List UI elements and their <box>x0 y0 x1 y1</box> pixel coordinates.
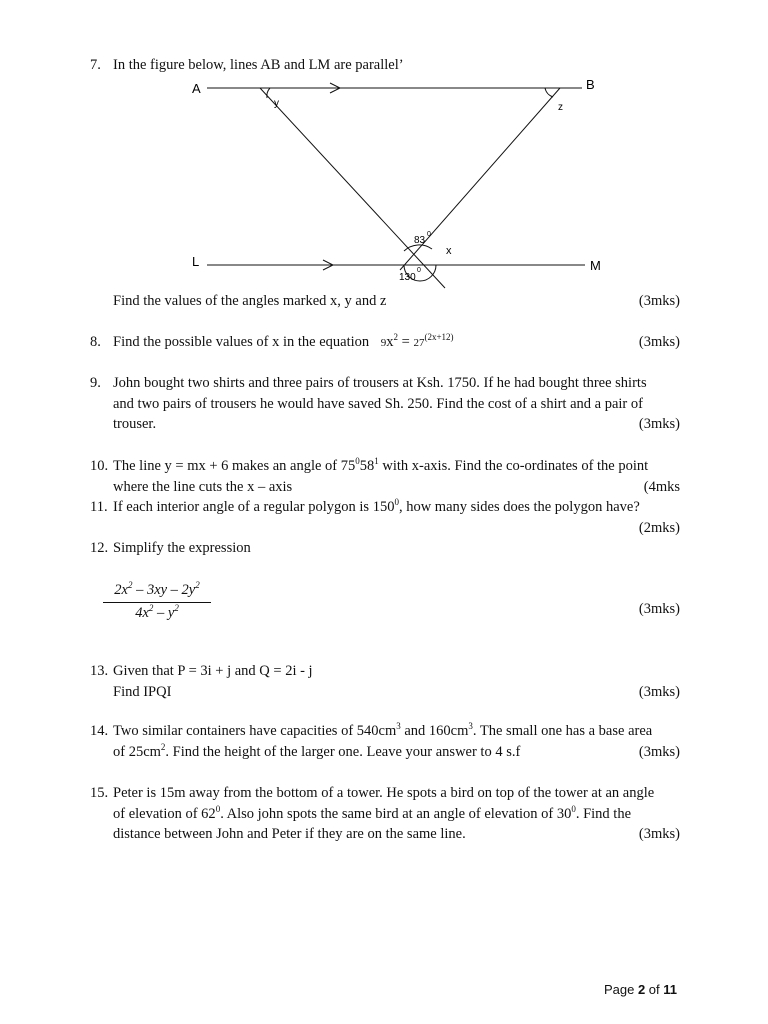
question-14 <box>90 721 680 762</box>
denominator: $4x^2 - y^2$ <box>135 602 179 621</box>
question-7-task <box>90 291 680 312</box>
question-number: 10. <box>90 458 109 474</box>
label-z: z <box>558 102 563 113</box>
question-number: 12. <box>90 540 109 556</box>
numerator: $2x^2 - 3xy - 2y^2$ <box>103 580 211 603</box>
page-total: 11 <box>663 982 677 997</box>
question-text-line-1: Two similar containers have capacities of $540cm^3$ and $160cm^3$. The small one has a base area <box>113 721 653 739</box>
marks: (3mks) <box>638 743 680 760</box>
question-number: 11. <box>90 499 108 515</box>
question-text: If each interior angle of a regular polygon is $150^0$, how many sides does the polygon have? <box>113 497 640 515</box>
question-text-line-1: John bought two shirts and three pairs of trousers at Ksh. 1750. If he had bought three shirts <box>113 375 647 391</box>
question-text: Find the values of the angles marked x, y and z <box>113 293 387 309</box>
question-11 <box>90 497 680 538</box>
label-b: B <box>586 77 595 92</box>
question-12 <box>90 538 680 559</box>
marks: (3mks) <box>638 334 680 350</box>
question-text-line-3: trouser. <box>113 416 157 432</box>
question-text: Find the possible values of x in the equation <box>113 334 370 350</box>
question-number: 8. <box>90 334 101 350</box>
question-15 <box>90 783 680 845</box>
parallel-lines-figure <box>180 70 620 295</box>
page-number: 2 <box>637 982 646 997</box>
equation: $9x^2 = 27^{(2x+12)}$ <box>380 332 454 350</box>
question-text: Simplify the expression <box>113 540 251 556</box>
fraction-expression <box>103 580 211 623</box>
marks: (3mks) <box>638 601 680 617</box>
question-number: 13. <box>90 663 109 679</box>
question-text-line-2: where the line cuts the x – axis <box>113 478 293 495</box>
marks: (2mks) <box>638 519 680 536</box>
question-13 <box>90 661 680 702</box>
question-text-line-2: and two pairs of trousers he would have saved Sh. 250. Find the cost of a shirt and a pair of <box>113 395 643 412</box>
question-9 <box>90 373 680 435</box>
question-text-line-2: of elevation of $62^0$. Also john spots the same bird at an angle of elevation of $30^0$. Find the <box>113 803 632 822</box>
marks: (3mks) <box>638 826 680 842</box>
question-number: 14. <box>90 723 109 739</box>
question-8 <box>90 332 680 354</box>
question-number: 9. <box>90 375 101 391</box>
transversal-left <box>260 88 445 288</box>
label-83-degree: 0 <box>427 231 431 238</box>
label-x: x <box>446 245 452 257</box>
question-text: In the figure below, lines AB and LM are parallel’ <box>113 57 404 73</box>
marks: (3mks) <box>638 293 680 309</box>
label-m: M <box>590 258 601 273</box>
question-number: 7. <box>90 57 101 73</box>
question-text-line-1: The line y = mx + 6 makes an angle of $75^058^1$ with x-axis. Find the co-ordinates of the point <box>113 456 649 474</box>
question-text-line-3: distance between John and Peter if they are on the same line. <box>113 826 466 842</box>
question-10 <box>90 456 680 497</box>
question-text-line-2: Find IPQI <box>113 683 172 700</box>
question-text-line-1: Peter is 15m away from the bottom of a tower. He spots a bird on top of the tower at an angle <box>113 785 655 801</box>
label-130: 130 <box>399 272 416 283</box>
marks: (3mks) <box>638 416 680 432</box>
label-y: y <box>274 98 279 109</box>
angle-arc-z <box>545 88 553 97</box>
question-text-line-1: Given that P = 3i + j and Q = 2i - j <box>113 663 313 679</box>
label-83: 83 <box>414 235 426 246</box>
question-number: 15. <box>90 785 109 801</box>
marks: (3mks) <box>638 683 680 700</box>
question-text-line-2: of $25cm^2$. Find the height of the larger one. Leave your answer to 4 s.f <box>113 741 521 760</box>
label-130-degree: 0 <box>417 267 421 274</box>
label-a: A <box>192 81 201 96</box>
page-footer: Page 2 of 11 <box>603 982 677 997</box>
marks: (4mks <box>643 478 680 495</box>
label-l: L <box>192 254 200 269</box>
